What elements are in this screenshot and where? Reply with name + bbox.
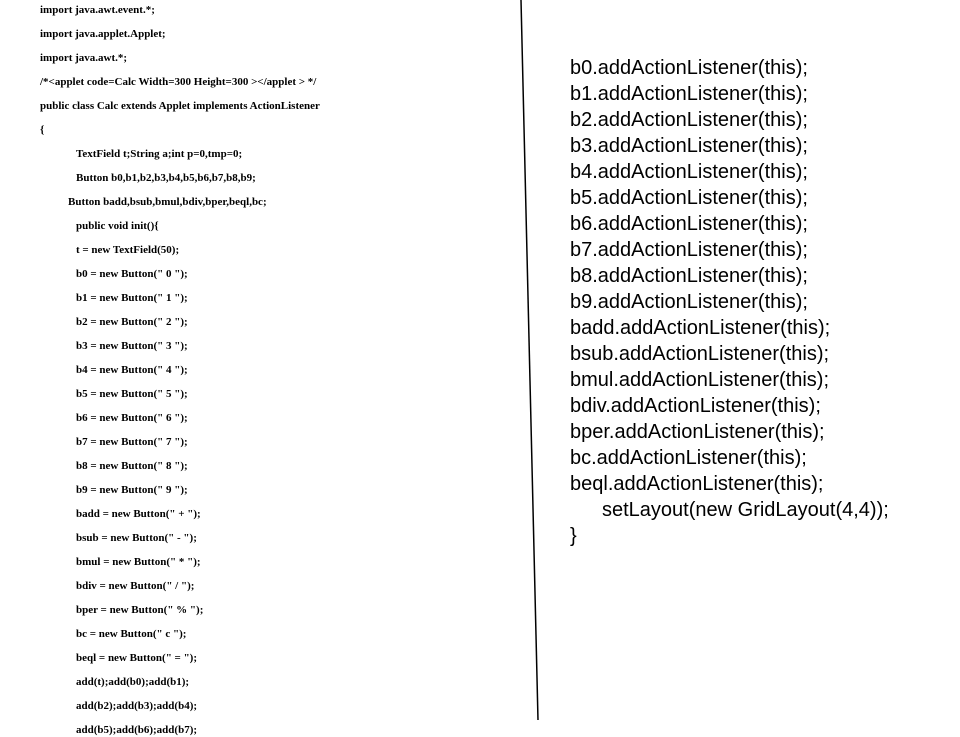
listener-line: b8.addActionListener(this); [570, 265, 808, 287]
code-line: b6 = new Button(" 6 "); [76, 412, 188, 424]
listener-line: b9.addActionListener(this); [570, 291, 808, 313]
code-line: /*<applet code=Calc Width=300 Height=300 ></applet > */ [40, 76, 317, 88]
listener-line: bper.addActionListener(this); [570, 421, 825, 443]
code-line: b3 = new Button(" 3 "); [76, 340, 188, 352]
code-line: badd = new Button(" + "); [76, 508, 201, 520]
code-line: b5 = new Button(" 5 "); [76, 388, 188, 400]
code-line: b1 = new Button(" 1 "); [76, 292, 188, 304]
code-line: Button b0,b1,b2,b3,b4,b5,b6,b7,b8,b9; [76, 172, 256, 184]
closing-brace: } [570, 525, 577, 547]
listener-line: badd.addActionListener(this); [570, 317, 831, 339]
listener-line: b2.addActionListener(this); [570, 109, 808, 131]
listener-line: beql.addActionListener(this); [570, 473, 824, 495]
listener-line: b3.addActionListener(this); [570, 135, 808, 157]
code-line: bmul = new Button(" * "); [76, 556, 201, 568]
code-line: add(b2);add(b3);add(b4); [76, 700, 198, 712]
listener-line: b4.addActionListener(this); [570, 161, 808, 183]
listener-line: b1.addActionListener(this); [570, 83, 808, 105]
code-line: import java.awt.*; [40, 52, 128, 64]
code-line: bper = new Button(" % "); [76, 604, 204, 616]
code-line: b2 = new Button(" 2 "); [76, 316, 188, 328]
listener-line: b7.addActionListener(this); [570, 239, 808, 261]
code-line: b8 = new Button(" 8 "); [76, 460, 188, 472]
code-line: b4 = new Button(" 4 "); [76, 364, 188, 376]
code-line: Button badd,bsub,bmul,bdiv,bper,beql,bc; [68, 196, 267, 208]
code-line: public void init(){ [76, 220, 159, 232]
code-line: TextField t;String a;int p=0,tmp=0; [76, 148, 243, 160]
listener-line: bmul.addActionListener(this); [570, 369, 830, 391]
code-line: beql = new Button(" = "); [76, 652, 198, 664]
code-line: bsub = new Button(" - "); [76, 532, 197, 544]
listener-line: bsub.addActionListener(this); [570, 343, 830, 365]
layout-line: setLayout(new GridLayout(4,4)); [602, 499, 889, 521]
code-line: bc = new Button(" c "); [76, 628, 187, 640]
listener-line: b0.addActionListener(this); [570, 57, 808, 79]
code-line: { [40, 124, 45, 136]
code-line: public class Calc extends Applet implements ActionListener [40, 100, 320, 112]
code-line: import java.applet.Applet; [40, 28, 166, 40]
code-line: add(t);add(b0);add(b1); [76, 676, 190, 688]
listener-line: b6.addActionListener(this); [570, 213, 808, 235]
code-line: bdiv = new Button(" / "); [76, 580, 195, 592]
code-line: b9 = new Button(" 9 "); [76, 484, 188, 496]
code-line: b7 = new Button(" 7 "); [76, 436, 188, 448]
listener-line: bdiv.addActionListener(this); [570, 395, 821, 417]
code-line: import java.awt.event.*; [40, 4, 155, 16]
listener-line: bc.addActionListener(this); [570, 447, 807, 469]
code-line: add(b5);add(b6);add(b7); [76, 724, 198, 736]
code-line: b0 = new Button(" 0 "); [76, 268, 188, 280]
listener-line: b5.addActionListener(this); [570, 187, 808, 209]
code-line: t = new TextField(50); [76, 244, 180, 256]
